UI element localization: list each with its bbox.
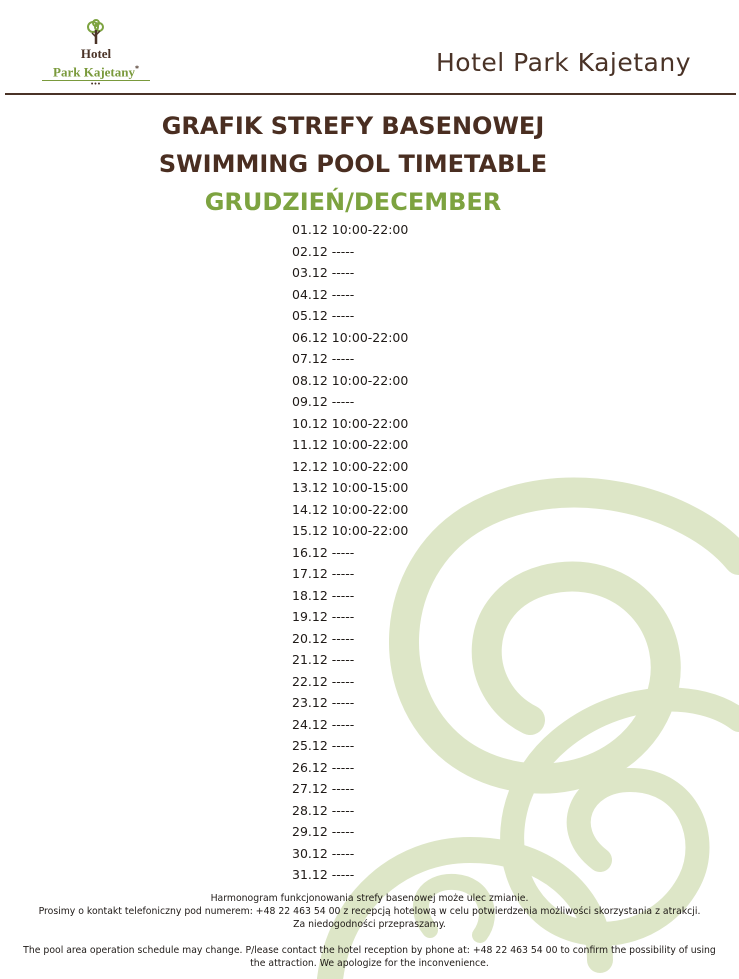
schedule-item: 16.12 -----: [292, 544, 355, 560]
schedule-item: 29.12 -----: [292, 824, 355, 839]
footer-pl-line3: Za niedogodności przepraszamy.: [293, 919, 446, 930]
tree-icon: [83, 18, 109, 46]
logo-mark: *: [134, 64, 139, 73]
schedule-item: 12.12 10:00-22:00: [292, 458, 409, 474]
header-divider: [5, 93, 736, 95]
schedule-item: 13.12 10:00-15:00: [292, 480, 409, 495]
schedule-item: 14.12 10:00-22:00: [292, 501, 409, 517]
schedule-item: 09.12 -----: [292, 394, 355, 409]
title-polish: GRAFIK STREFY BASENOWEJ: [161, 112, 545, 140]
title-block: [0, 107, 706, 221]
schedule-item: 17.12 -----: [292, 566, 355, 581]
logo-dots: •••: [90, 81, 102, 89]
header-hotel-name: Hotel Park Kajetany: [435, 48, 691, 77]
schedule-item: 07.12 -----: [292, 351, 355, 366]
schedule-item: 18.12 -----: [292, 587, 355, 603]
schedule-item: 22.12 -----: [292, 673, 355, 689]
schedule-item: 05.12 -----: [292, 308, 355, 323]
logo-name-text: [34, 61, 158, 79]
footer-notice: [0, 892, 739, 970]
schedule-list: [292, 219, 408, 886]
title-english: SWIMMING POOL TIMETABLE: [158, 150, 548, 178]
schedule-item: 10.12 10:00-22:00: [292, 415, 409, 431]
schedule-item: 30.12 -----: [292, 845, 355, 861]
schedule-item: 21.12 -----: [292, 652, 355, 667]
footer-pl-line2: Prosimy o kontakt telefoniczny pod numerem: +48 22 463 54 00 z recepcją hotelową w celu potwierdzenia możliwości skorzystania z atrakcji.: [38, 906, 701, 917]
schedule-item: 15.12 10:00-22:00: [292, 523, 409, 538]
schedule-item: 31.12 -----: [292, 867, 355, 882]
schedule-item: 19.12 -----: [292, 609, 355, 624]
schedule-item: 25.12 -----: [292, 738, 355, 753]
schedule-item: 28.12 -----: [292, 802, 355, 818]
title-month: GRUDZIEŃ/DECEMBER: [204, 188, 502, 216]
schedule-item: 11.12 10:00-22:00: [292, 437, 409, 452]
schedule-item: 24.12 -----: [292, 716, 355, 732]
schedule-item: 03.12 -----: [292, 265, 355, 280]
footer-spacer: [0, 931, 739, 944]
schedule-item: 23.12 -----: [292, 695, 355, 710]
hotel-logo: [34, 18, 158, 88]
schedule-item: 06.12 10:00-22:00: [292, 329, 409, 345]
footer-pl-line1: Harmonogram funkcjonowania strefy basenowej może ulec zmianie.: [210, 893, 529, 904]
schedule-item: 02.12 -----: [292, 243, 355, 259]
schedule-item: 04.12 -----: [292, 286, 355, 302]
footer-en-text: The pool area operation schedule may change. P/lease contact the hotel reception by phone at: +48 22 463 54 00 to confirm the possibility of using the attraction. We apologize for the inconvenience.: [23, 945, 716, 969]
schedule-item: 26.12 -----: [292, 759, 355, 775]
schedule-item: 08.12 10:00-22:00: [292, 372, 409, 388]
logo-hotel-text: Hotel: [80, 46, 112, 61]
logo-name-label: Park Kajetany: [53, 64, 135, 80]
schedule-item: 20.12 -----: [292, 630, 355, 646]
schedule-item: 01.12 10:00-22:00: [292, 222, 409, 237]
schedule-item: 27.12 -----: [292, 781, 355, 796]
